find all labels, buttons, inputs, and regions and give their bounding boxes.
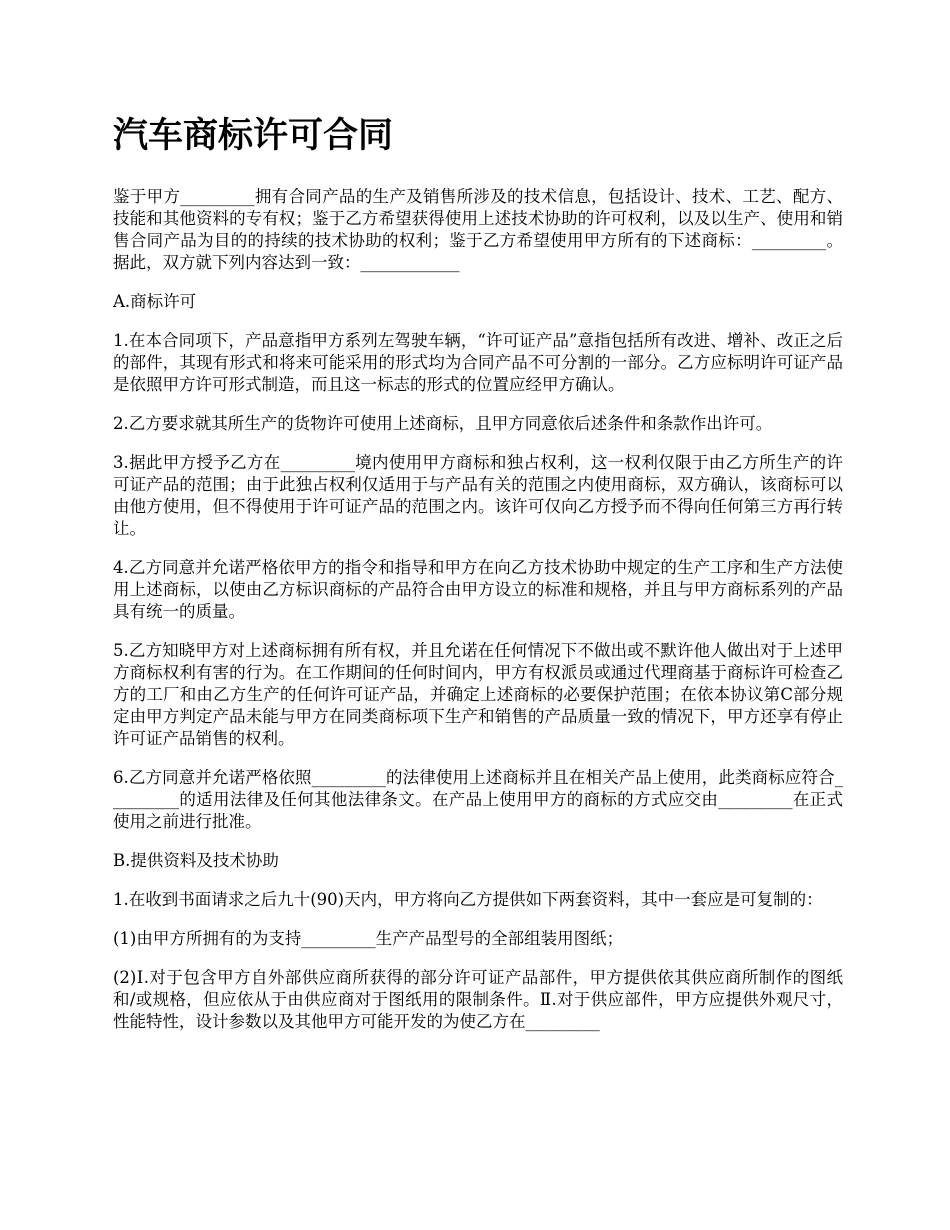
document-page <box>113 112 843 1050</box>
section-b-heading: B.提供资料及技术协助 <box>113 851 279 870</box>
section-a-heading: A.商标许可 <box>113 292 197 311</box>
section-b-item-1: (1)由甲方所拥有的为支持_________生产产品型号的全部组装用图纸； <box>113 929 624 948</box>
section-a-clause-2: 2.乙方要求就其所生产的货物许可使用上述商标，且甲方同意依后述条件和条款作出许可。 <box>113 414 773 433</box>
document-title: 汽车商标许可合同 <box>113 116 394 156</box>
section-b-item-2: (2)Ⅰ.对于包含甲方自外部供应商所获得的部分许可证产品部件，甲方提供依其供应商所制作的图纸和/或规格，但应依从于由供应商对于图纸用的限制条件。Ⅱ.对于供应部件，甲方应提供外观尺寸，性能特性，设计参数以及其他甲方可能开发的为使乙方在_________ <box>113 968 843 1031</box>
section-a-clause-4: 4.乙方同意并允诺严格依甲方的指令和指导和甲方在向乙方技术协助中规定的生产工序和生产方法使用上述商标，以使由乙方标识商标的产品符合由甲方设立的标准和规格，并且与甲方商标系列的产品具有统一的质量。 <box>113 558 843 621</box>
section-a-clause-1: 1.在本合同项下，产品意指甲方系列左驾驶车辆，“许可证产品”意指包括所有改进、增补、改正之后的部件，其现有形式和将来可能采用的形式均为合同产品不可分割的一部分。乙方应标明许可证产品是依照甲方许可形式制造，而且这一标志的形式的位置应经甲方确认。 <box>113 331 843 394</box>
section-a-clause-3: 3.据此甲方授予乙方在_________境内使用甲方商标和独占权利，这一权利仅限于由乙方所生产的许可证产品的范围；由于此独占权利仅适用于与产品有关的范围之内使用商标，双方确认，该商标可以由他方使用，但不得使用于许可证产品的范围之内。该许可仅向乙方授予而不得向任何第三方再行转让。 <box>113 453 843 538</box>
section-a-clause-6: 6.乙方同意并允诺严格依照_________的法律使用上述商标并且在相关产品上使用，此类商标应符合_________的适用法律及任何其他法律条文。在产品上使用甲方的商标的方式应交由_________在正式使用之前进行批准。 <box>113 768 843 831</box>
section-a-clause-5: 5.乙方知晓甲方对上述商标拥有所有权，并且允诺在任何情况下不做出或不默许他人做出对于上述甲方商标权利有害的行为。在工作期间的任何时间内，甲方有权派员或通过代理商基于商标许可检查乙方的工厂和由乙方生产的任何许可证产品，并确定上述商标的必要保护范围；在依本协议第C部分规定由甲方判定产品未能与甲方在同类商标项下生产和销售的产品质量一致的情况下，甲方还享有停止许可证产品销售的权利。 <box>113 641 843 748</box>
intro-paragraph: 鉴于甲方_________拥有合同产品的生产及销售所涉及的技术信息，包括设计、技术、工艺、配方、技能和其他资料的专有权；鉴于乙方希望获得使用上述技术协助的许可权利，以及以生产、使用和销售合同产品为目的的持续的技术协助的权利；鉴于乙方希望使用甲方所有的下述商标：_________。据此，双方就下列内容达到一致：____________ <box>113 187 843 272</box>
section-b-clause-1: 1.在收到书面请求之后九十(90)天内，甲方将向乙方提供如下两套资料，其中一套应是可复制的： <box>113 890 823 909</box>
